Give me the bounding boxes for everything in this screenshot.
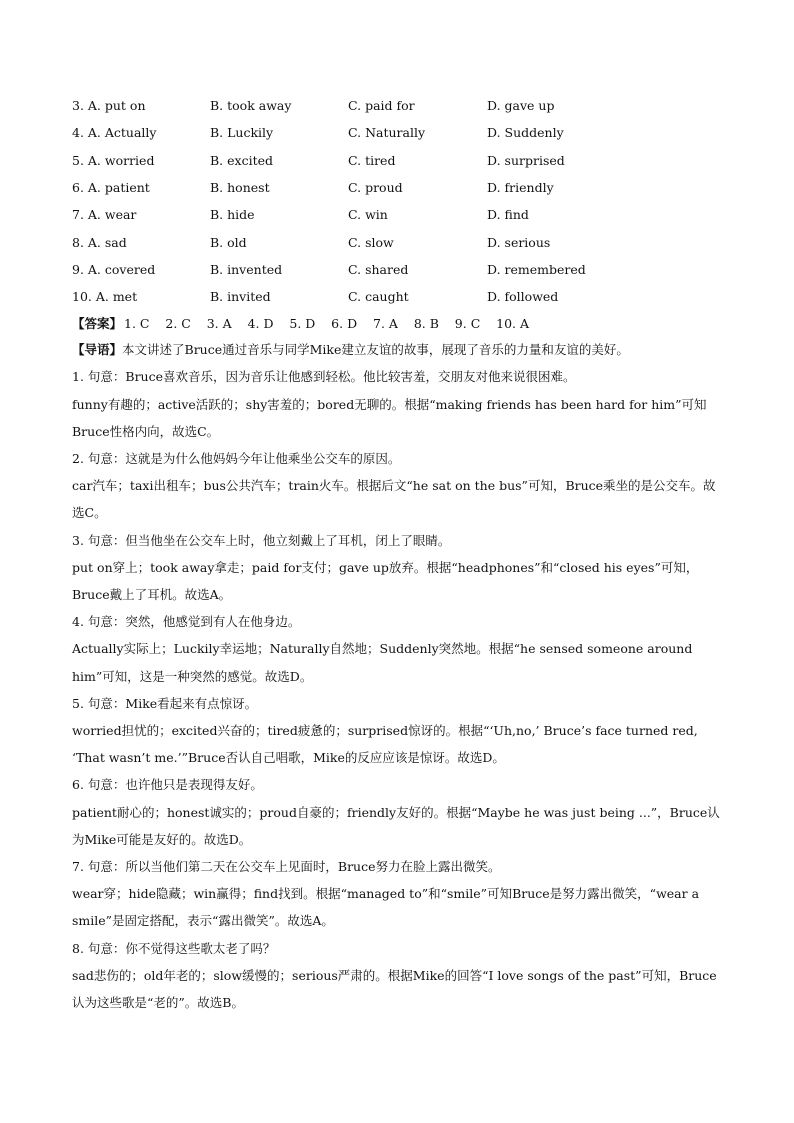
option-b: B. Luckily	[210, 125, 274, 141]
explanation-question: 5. 句意：Mike看起来有点惊讶。	[72, 695, 258, 711]
options-list	[72, 92, 722, 310]
explanation-analysis: wear穿；hide隐藏；win赢得；find找到。根据“managed to”和“smile”可知Bruce是努力露出微笑，“wear a smile”是固定搭配，表示“露出微笑”。故选A。	[72, 886, 700, 929]
explanation-question: 1. 句意：Bruce喜欢音乐，因为音乐让他感到轻松。他比较害羞，交朋友对他来说很困难。	[72, 369, 576, 385]
option-c: C. shared	[348, 261, 409, 277]
option-c: C. slow	[348, 234, 394, 250]
guide-line	[72, 336, 722, 363]
option-d: D. friendly	[487, 180, 554, 196]
option-c: C. win	[348, 207, 388, 223]
option-b: B. invented	[210, 261, 283, 277]
explanation-analysis: sad悲伤的；old年老的；slow缓慢的；serious严肃的。根据Mike的回答“I love songs of the past”可知，Bruce认为这些歌是“老的”。故选B。	[72, 967, 717, 1011]
explanation-analysis: worried担忧的；excited兴奋的；tired疲惫的；surprised惊讶的。根据“‘Uh,no,’ Bruce’s face turned red, ‘That wasn’t me.’”Bruce否认自己唱歌，Mike的反应应该是惊讶。故选D。	[72, 723, 698, 766]
option-d: D. Suddenly	[487, 125, 564, 141]
explanation-analysis: put on穿上；took away拿走；paid for支付；gave up放弃。根据“headphones”和“closed his eyes”可知，Bruce戴上了耳机。故选A。	[72, 559, 699, 602]
option-c: C. paid for	[348, 98, 415, 114]
option-c: C. proud	[348, 180, 403, 196]
document-page	[72, 92, 722, 1016]
option-a: 7. A. wear	[72, 207, 137, 223]
option-a: 9. A. covered	[72, 261, 156, 277]
answer-tag: 【答案】	[72, 316, 123, 332]
option-row	[72, 256, 722, 283]
option-a: 3. A. put on	[72, 98, 146, 114]
explanation-analysis: funny有趣的；active活跃的；shy害羞的；bored无聊的。根据“making friends has been hard for him”可知Bruce性格内向，故选C。	[72, 396, 707, 439]
option-d: D. remembered	[487, 261, 586, 277]
explanation-question: 6. 句意：也许他只是表现得友好。	[72, 777, 263, 793]
option-a: 5. A. worried	[72, 152, 155, 168]
explanation-analysis: car汽车；taxi出租车；bus公共汽车；train火车。根据后文“he sat on the bus”可知，Bruce乘坐的是公交车。故选C。	[72, 478, 716, 521]
explanation-analysis: patient耐心的；honest诚实的；proud自豪的；friendly友好的。根据“Maybe he was just being ...”，Bruce认为Mike可能是友好的。故选D。	[72, 804, 720, 847]
option-row	[72, 201, 722, 228]
explanation-question: 3. 句意：但当他坐在公交车上时，他立刻戴上了耳机，闭上了眼睛。	[72, 532, 451, 548]
option-d: D. surprised	[487, 152, 565, 168]
explanation-question: 7. 句意：所以当他们第二天在公交车上见面时，Bruce努力在脸上露出微笑。	[72, 859, 501, 875]
option-b: B. excited	[210, 152, 274, 168]
option-b: B. hide	[210, 207, 255, 223]
option-row	[72, 228, 722, 255]
option-b: B. old	[210, 234, 247, 250]
explanation-analysis: Actually实际上；Luckily幸运地；Naturally自然地；Suddenly突然地。根据“he sensed someone around him”可知，这是一种突然的感觉。故选D。	[72, 641, 693, 684]
explanation-question: 4. 句意：突然，他感觉到有人在他身边。	[72, 614, 301, 630]
option-d: D. followed	[487, 289, 559, 305]
option-c: C. caught	[348, 289, 409, 305]
option-a: 10. A. met	[72, 289, 138, 305]
guide-tag: 【导语】	[72, 342, 123, 358]
option-a: 8. A. sad	[72, 234, 127, 250]
option-c: C. tired	[348, 152, 396, 168]
option-d: D. gave up	[487, 98, 555, 114]
option-row	[72, 147, 722, 174]
option-a: 4. A. Actually	[72, 125, 157, 141]
option-row	[72, 119, 722, 146]
option-d: D. serious	[487, 234, 551, 250]
explanation-question: 2. 句意：这就是为什么他妈妈今年让他乘坐公交车的原因。	[72, 450, 401, 466]
option-b: B. took away	[210, 98, 292, 114]
explanation-question: 8. 句意：你不觉得这些歌太老了吗？	[72, 940, 276, 956]
option-b: B. honest	[210, 180, 270, 196]
answer-line	[72, 310, 722, 336]
option-row	[72, 174, 722, 201]
guide-text: 本文讲述了Bruce通过音乐与同学Mike建立友谊的故事，展现了音乐的力量和友谊的美好。	[122, 342, 629, 358]
option-a: 6. A. patient	[72, 180, 150, 196]
option-row	[72, 283, 722, 310]
explanations	[72, 363, 722, 1016]
option-row	[72, 92, 722, 119]
option-c: C. Naturally	[348, 125, 426, 141]
option-b: B. invited	[210, 289, 271, 305]
answer-text: 1. C 2. C 3. A 4. D 5. D 6. D 7. A 8. B 9. C 10. A	[124, 315, 530, 331]
option-d: D. find	[487, 207, 529, 223]
